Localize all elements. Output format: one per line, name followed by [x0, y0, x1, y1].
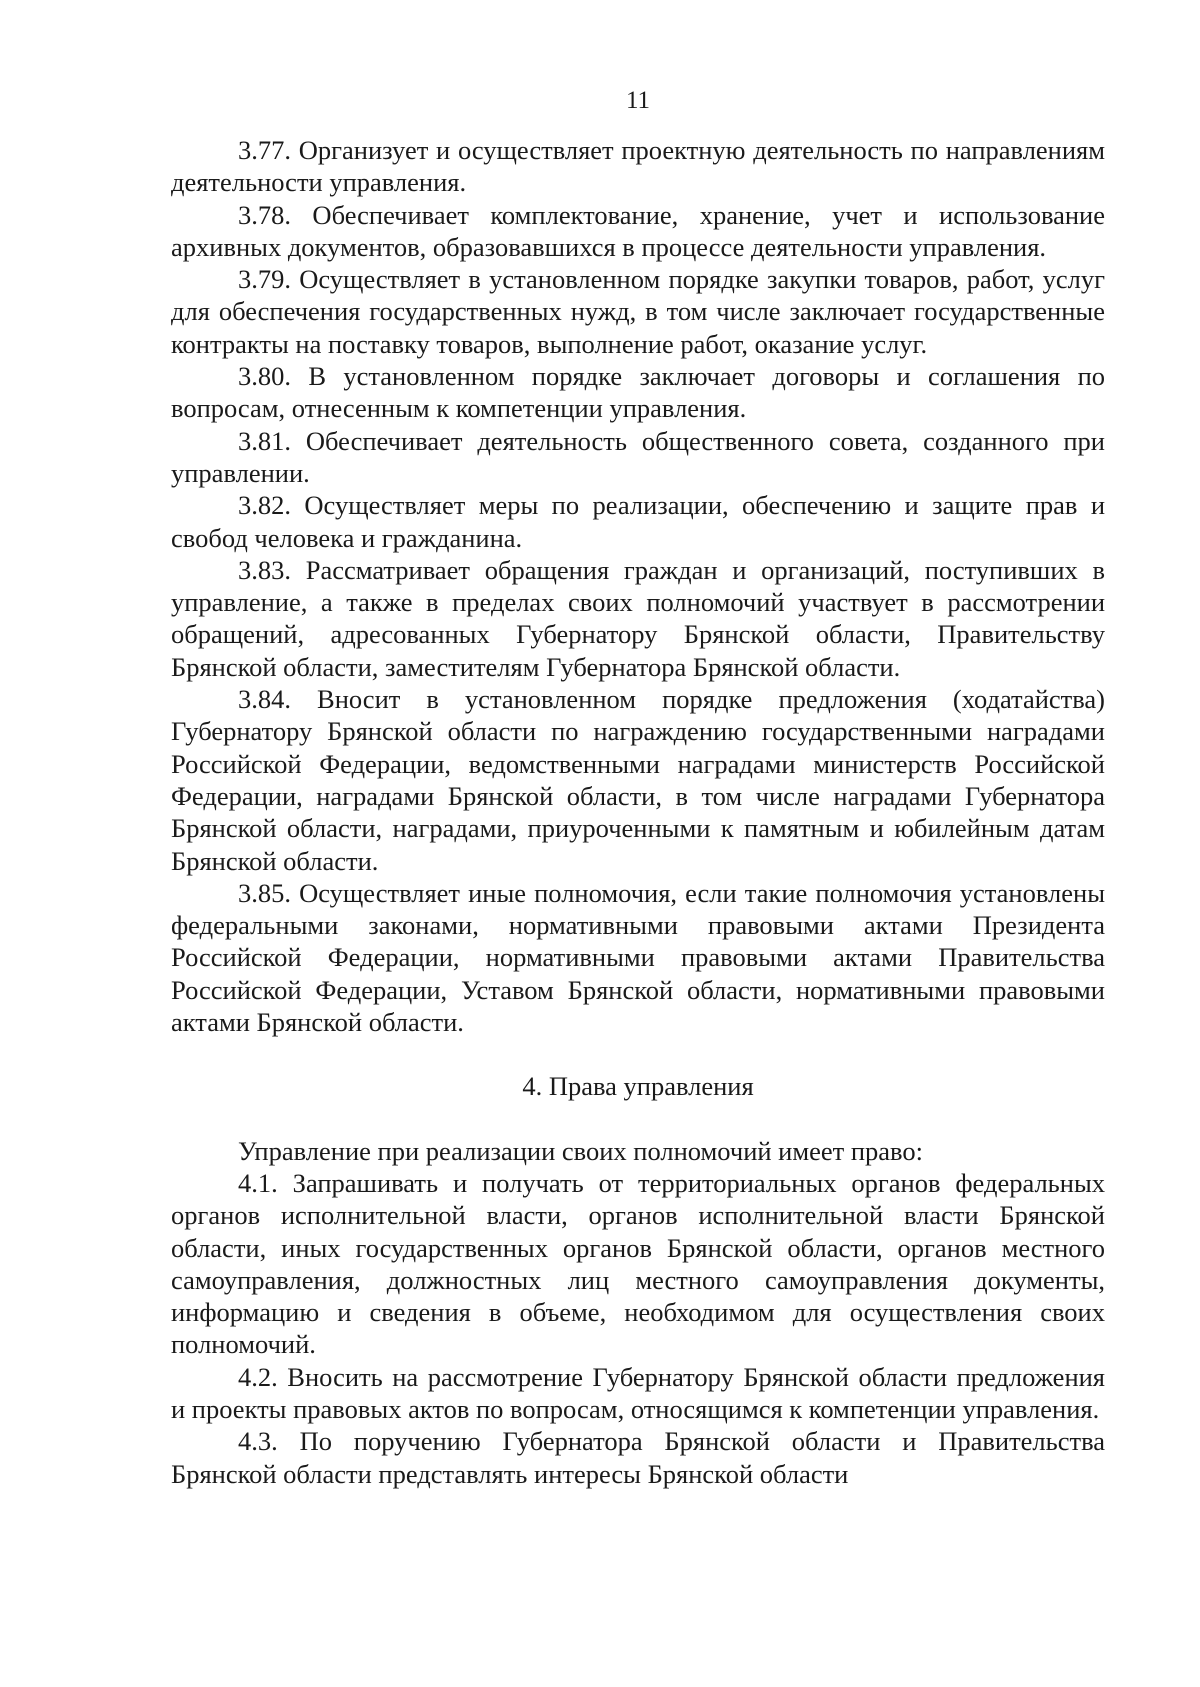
paragraph-3-85: 3.85. Осуществляет иные полномочия, если такие полномочия установлены федеральными законами, нормативными правовыми актами Президента Российской Федерации, нормативными правовыми актами Правительства Российской Федерации, Уставом Брянской области, нормативными правовыми актами Брянской области.	[171, 877, 1105, 1038]
paragraph-4-2: 4.2. Вносить на рассмотрение Губернатору Брянской области предложения и проекты правовых актов по вопросам, относящимся к компетенции управления.	[171, 1361, 1105, 1424]
paragraph-3-84: 3.84. Вносит в установленном порядке предложения (ходатайства) Губернатору Брянской области по награждению государственными наградами Российской Федерации, ведомственными наградами министерств Российской Федерации, наградами Брянской области, в том числе наградами Губернатора Брянской области, наградами, приуроченными к памятным и юбилейным датам Брянской области.	[171, 684, 1105, 876]
paragraph-3-81: 3.81. Обеспечивает деятельность общественного совета, созданного при управлении.	[171, 425, 1105, 488]
paragraph-4-3: 4.3. По поручению Губернатора Брянской области и Правительства Брянской области представлять интересы Брянской области	[171, 1426, 1105, 1489]
paragraph-3-78: 3.78. Обеспечивает комплектование, хранение, учет и использование архивных документов, образовавшихся в процессе деятельности управления.	[171, 199, 1105, 262]
paragraph-4-1: 4.1. Запрашивать и получать от территориальных органов федеральных органов исполнительной власти, органов исполнительной власти Брянской области, иных государственных органов Брянской области, органов местного самоуправления, должностных лиц местного самоуправления документы, информацию и сведения в объеме, необходимом для осуществления своих полномочий.	[171, 1167, 1105, 1360]
paragraph-3-79: 3.79. Осуществляет в установленном порядке закупки товаров, работ, услуг для обеспечения государственных нужд, в том числе заключает государственные контракты на поставку товаров, выполнение работ, оказание услуг.	[171, 264, 1105, 359]
paragraph-3-82: 3.82. Осуществляет меры по реализации, обеспечению и защите прав и свобод человека и гражданина.	[171, 490, 1105, 553]
paragraph-3-77: 3.77. Организует и осуществляет проектную деятельность по направлениям деятельности управления.	[171, 135, 1105, 198]
section-heading: 4. Права управления	[522, 1071, 754, 1102]
paragraph-3-83: 3.83. Рассматривает обращения граждан и организаций, поступивших в управление, а также в пределах своих полномочий участвует в рассмотрении обращений, адресованных Губернатору Брянской области, Правительству Брянской области, заместителям Губернатора Брянской области.	[171, 554, 1105, 682]
paragraph-3-80: 3.80. В установленном порядке заключает договоры и соглашения по вопросам, отнесенным к компетенции управления.	[171, 361, 1105, 424]
page-number: 11	[625, 87, 651, 114]
document-body	[171, 134, 1105, 1490]
section-intro: Управление при реализации своих полномочий имеет право:	[238, 1135, 924, 1166]
